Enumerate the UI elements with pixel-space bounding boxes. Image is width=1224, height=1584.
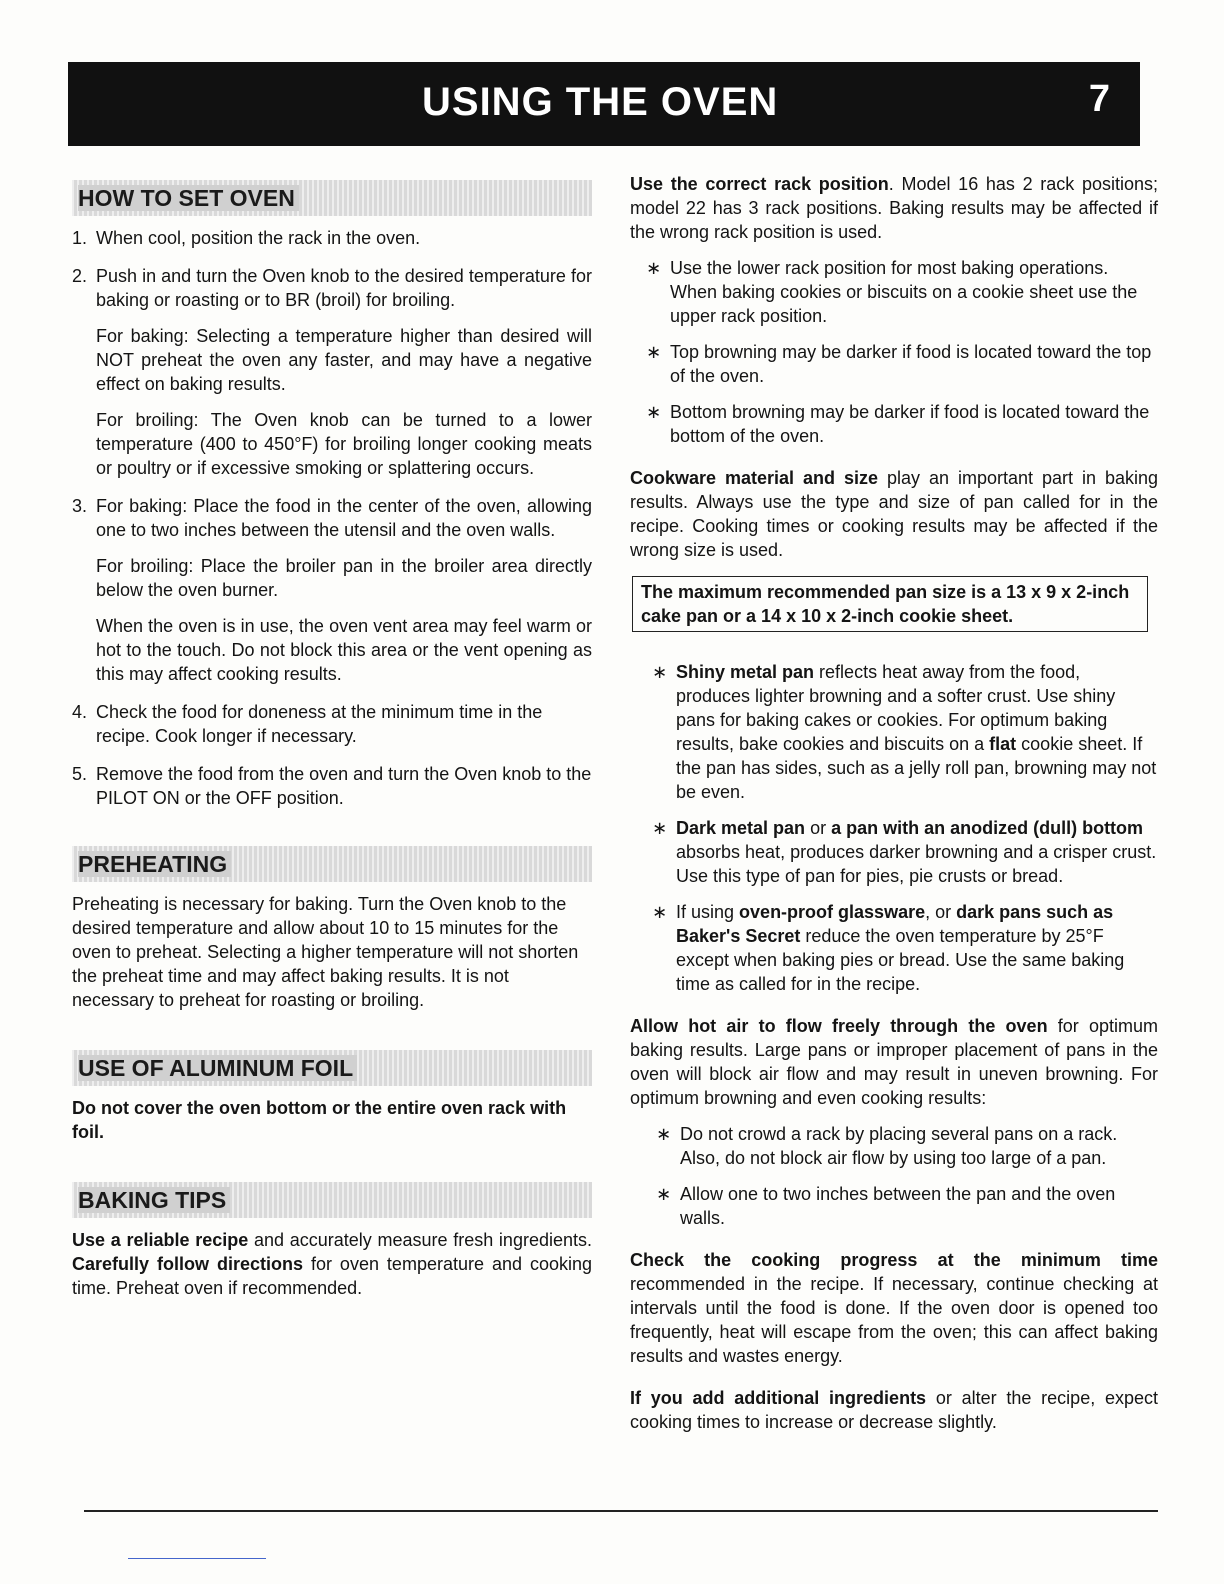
bullet-item [646, 400, 1158, 448]
bullet-item [656, 1122, 1158, 1170]
page-title: USING THE OVEN [422, 80, 779, 124]
step-number: 1. [72, 228, 88, 248]
page-number: 7 [1088, 78, 1110, 120]
section-heading-aluminum-foil: USE OF ALUMINUM FOIL [72, 1050, 592, 1086]
bullet-text: Allow one to two inches between the pan and the oven walls. [680, 1184, 1116, 1228]
footer-link-underline [128, 1558, 266, 1559]
section-heading-baking-tips: BAKING TIPS [72, 1182, 592, 1218]
step-text: Remove the food from the oven and turn the Oven knob to the PILOT ON or the OFF position. [96, 764, 592, 808]
additional-ingredients-paragraph: If you add additional ingredients or alter the recipe, expect cooking times to increase or decrease slightly. [630, 1388, 1159, 1432]
footer-rule [84, 1510, 1158, 1512]
preheating-text: Preheating is necessary for baking. Turn the Oven knob to the desired temperature and allow about 10 to 15 minutes for the oven to preheat. Selecting a higher temperature will not shorten the preheat time and may affect baking results. It is not necessary to preheat for roasting or broiling. [72, 894, 579, 1010]
bullet-item [652, 660, 1158, 804]
step-note: For broiling: The Oven knob can be turned to a lower temperature (400 to 450°F) for broiling longer cooking meats or poultry or if excessive smoking or splattering occurs. [96, 410, 592, 478]
left-column [72, 180, 592, 1312]
page-header [68, 62, 1140, 146]
step-2 [72, 264, 592, 480]
step-text: When cool, position the rack in the oven. [96, 228, 421, 248]
bullet-item [652, 816, 1158, 888]
step-3 [72, 494, 592, 686]
bullet-item [646, 256, 1158, 328]
bullet-item [652, 900, 1158, 996]
bullet-item [656, 1182, 1158, 1230]
bullet-text: Use the lower rack position for most baking operations. When baking cookies or biscuits on a cookie sheet use the upper rack position. [670, 258, 1138, 326]
rack-position-paragraph: Use the correct rack position. Model 16 has 2 rack positions; model 22 has 3 rack positions. Baking results may be affected if the wrong rack position is used. [630, 174, 1158, 242]
aluminum-foil-warning: Do not cover the oven bottom or the entire oven rack with foil. [72, 1098, 567, 1142]
bullet-text: Do not crowd a rack by placing several pans on a rack. Also, do not block air flow by using too large of a pan. [680, 1124, 1118, 1168]
step-number: 5. [72, 764, 88, 784]
airflow-paragraph: Allow hot air to flow freely through the oven for optimum baking results. Large pans or improper placement of pans in the oven will block air flow and may result in uneven browning. For optimum browning and even cooking results: [630, 1016, 1158, 1108]
bullet-star: ∗ [646, 342, 662, 362]
right-column [630, 172, 1158, 1446]
bullet-text: Bottom browning may be darker if food is located toward the bottom of the oven. [670, 402, 1150, 446]
bullet-text: Top browning may be darker if food is located toward the top of the oven. [670, 342, 1152, 386]
section-heading-preheating: PREHEATING [72, 846, 592, 882]
cooking-progress-paragraph: Check the cooking progress at the minimum time recommended in the recipe. If necessary, continue checking at intervals until the food is done. If the oven door is opened too frequently, heat will escape from the oven; this can affect baking results and wastes energy. [630, 1250, 1158, 1366]
step-note: When the oven is in use, the oven vent area may feel warm or hot to the touch. Do not block this area or the vent opening as this may affect cooking results. [96, 616, 592, 684]
bullet-text: If using oven-proof glassware, or dark pans such as Baker's Secret reduce the oven temperature by 25°F except when baking pies or bread. Use the same baking time as called for in the recipe. [676, 902, 1125, 994]
bullet-star: ∗ [646, 258, 662, 278]
baking-tips-text: Use a reliable recipe and accurately measure fresh ingredients. Carefully follow directions for oven temperature and cooking time. Preheat oven if recommended. [72, 1230, 592, 1298]
step-text: Push in and turn the Oven knob to the desired temperature for baking or roasting or to BR (broil) for broiling. [96, 266, 592, 310]
section-heading-how-to-set-oven: HOW TO SET OVEN [72, 180, 592, 216]
step-text: For baking: Place the food in the center of the oven, allowing one to two inches between the utensil and the oven walls. [96, 496, 592, 540]
max-pan-size-note: The maximum recommended pan size is a 13 x 9 x 2-inch cake pan or a 14 x 10 x 2-inch cookie sheet. [632, 576, 1148, 632]
bullet-star: ∗ [652, 902, 668, 922]
bullet-text: Dark metal pan or a pan with an anodized (dull) bottom absorbs heat, produces darker browning and a crisper crust. Use this type of pan for pies, pie crusts or bread. [676, 818, 1157, 886]
step-number: 2. [72, 266, 88, 286]
step-number: 3. [72, 496, 88, 516]
step-5 [72, 762, 592, 810]
cookware-paragraph: Cookware material and size play an important part in baking results. Always use the type and size of pan called for in the recipe. Cooking times or cooking results may be affected if the wrong size is used. [630, 468, 1158, 560]
step-1 [72, 226, 592, 250]
bullet-star: ∗ [652, 662, 668, 682]
bullet-item [646, 340, 1158, 388]
step-text: Check the food for doneness at the minimum time in the recipe. Cook longer if necessary. [96, 702, 543, 746]
bullet-star: ∗ [652, 818, 668, 838]
step-note: For broiling: Place the broiler pan in the broiler area directly below the oven burner. [96, 556, 592, 600]
bullet-star: ∗ [646, 402, 662, 422]
bullet-star: ∗ [656, 1124, 672, 1144]
step-note: For baking: Selecting a temperature higher than desired will NOT preheat the oven any faster, and may have a negative effect on baking results. [96, 326, 592, 394]
bullet-star: ∗ [656, 1184, 672, 1204]
bullet-text: Shiny metal pan reflects heat away from the food, produces lighter browning and a softer crust. Use shiny pans for baking cakes or cookies. For optimum baking results, bake cookies and biscuits on a flat cookie sheet. If the pan has sides, such as a jelly roll pan, browning may not be even. [676, 662, 1157, 802]
step-number: 4. [72, 702, 88, 722]
step-4 [72, 700, 592, 748]
